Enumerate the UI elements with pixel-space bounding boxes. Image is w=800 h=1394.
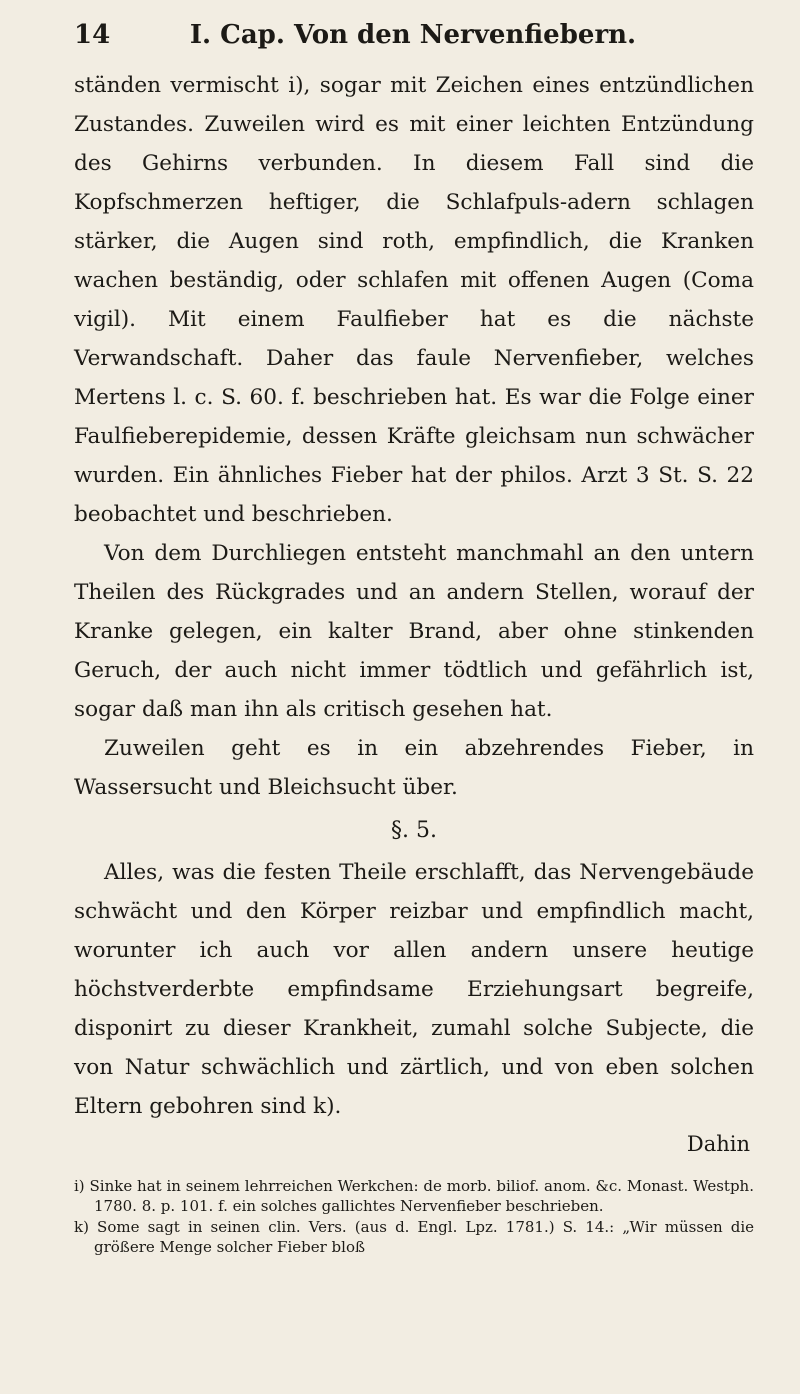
catchword: Dahin: [686, 1132, 750, 1156]
page-number: 14: [74, 20, 111, 50]
page-header: [74, 20, 754, 50]
paragraph: Zuweilen geht es in ein abzehrendes Fieber, in Wassersucht und Bleichsucht über.: [74, 736, 754, 800]
paragraph: Alles, was die festen Theile erschlafft, das Nervengebäude schwächt und den Körper reizbar und empfindlich macht, worunter ich auch vor allen andern unsere heutige höchstverderbte empfindsame Erziehungsart begreife, disponirt zu dieser Krankheit, zumahl solche Subjecte, die von Natur schwächlich und zärtlich, und von eben solchen Eltern gebohren sind k).: [74, 860, 754, 1119]
footnotes: [74, 1176, 754, 1257]
footnote: i) Sinke hat in seinem lehrreichen Werkchen: de morb. biliof. anom. &c. Monast. Westph. 1780. 8. p. 101. f. ein solches gallichtes Nervenfieber beschrieben.: [74, 1177, 754, 1215]
running-title: I. Cap. Von den Nervenfiebern.: [189, 20, 637, 50]
paragraph: Von dem Durchliegen entsteht manchmahl an den untern Theilen des Rückgrades und an andern Stellen, worauf der Kranke gelegen, ein kalter Brand, aber ohne stinkenden Geruch, der auch nicht immer tödtlich und gefährlich ist, sogar daß man ihn als critisch gesehen hat.: [74, 541, 754, 722]
paragraph: ständen vermischt i), sogar mit Zeichen eines entzündlichen Zustandes. Zuweilen wird es mit einer leichten Entzündung des Gehirns verbunden. In diesem Fall sind die Kopfschmerzen heftiger, die Schlafpuls-adern schlagen stärker, die Augen sind roth, empfindlich, die Kranken wachen beständig, oder schlafen mit offenen Augen (Coma vigil). Mit einem Faulfieber hat es die nächste Verwandschaft. Daher das faule Nervenfieber, welches Mertens l. c. S. 60. f. beschrieben hat. Es war die Folge einer Faulfieberepidemie, dessen Kräfte gleichsam nun schwächer wurden. Ein ähnliches Fieber hat der philos. Arzt 3 St. S. 22 beobachtet und beschrieben.: [74, 73, 754, 527]
footnote: k) Some sagt in seinen clin. Vers. (aus d. Engl. Lpz. 1781.) S. 14.: „Wir müssen die größere Menge solcher Fieber bloß: [74, 1218, 754, 1256]
section-mark: §. 5.: [391, 818, 437, 843]
